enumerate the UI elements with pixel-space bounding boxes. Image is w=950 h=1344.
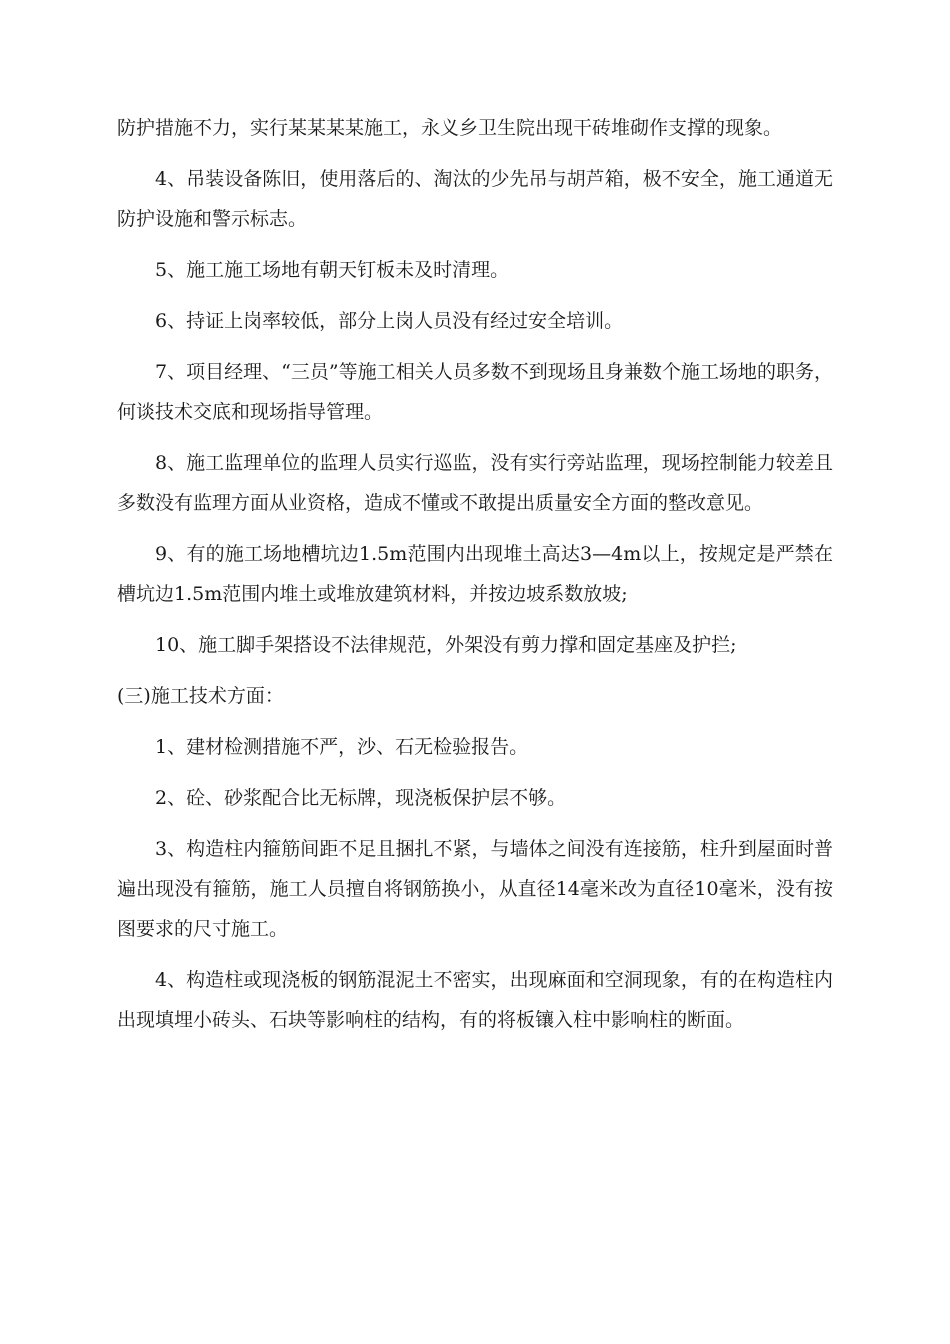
paragraph-item-4: 4、吊装设备陈旧，使用落后的、淘汰的少先吊与胡芦箱，极不安全，施工通道无防护设施和警示标志。 — [117, 168, 833, 230]
paragraph-item-7: 7、项目经理、“三员”等施工相关人员多数不到现场且身兼数个施工场地的职务，何谈技术交底和现场指导管理。 — [117, 361, 833, 423]
paragraph-item-8: 8、施工监理单位的监理人员实行巡监，没有实行旁站监理，现场控制能力较差且多数没有监理方面从业资格，造成不懂或不敢提出质量安全方面的整改意见。 — [117, 452, 833, 514]
paragraph-item-6: 6、持证上岗率较低，部分上岗人员没有经过安全培训。 — [155, 310, 624, 332]
document-body — [117, 108, 833, 1051]
paragraph-tech-item-4: 4、构造柱或现浇板的钢筋混泥土不密实，出现麻面和空洞现象，有的在构造柱内出现填埋小砖头、石块等影响柱的结构，有的将板镶入柱中影响柱的断面。 — [117, 969, 833, 1031]
paragraph-tech-item-2: 2、砼、砂浆配合比无标牌，现浇板保护层不够。 — [155, 787, 567, 809]
paragraph-item-9: 9、有的施工场地槽坑边1.5m范围内出现堆土高达3—4m以上，按规定是严禁在槽坑边1.5m范围内堆土或堆放建筑材料，并按边坡系数放坡; — [117, 543, 833, 605]
paragraph-tech-item-3: 3、构造柱内箍筋间距不足且捆扎不紧，与墙体之间没有连接筋，柱升到屋面时普遍出现没有箍筋，施工人员擅自将钢筋换小，从直径14毫米改为直径10毫米，没有按图要求的尺寸施工。 — [117, 838, 833, 940]
paragraph-continuation: 防护措施不力，实行某某某某施工，永义乡卫生院出现干砖堆砌作支撑的现象。 — [117, 117, 783, 139]
paragraph-item-10: 10、施工脚手架搭设不法律规范，外架没有剪力撑和固定基座及护拦; — [155, 634, 737, 656]
paragraph-item-5: 5、施工施工场地有朝天钉板未及时清理。 — [155, 259, 510, 281]
section-heading-construction-technology: (三)施工技术方面： — [117, 685, 284, 707]
paragraph-tech-item-1: 1、建材检测措施不严，沙、石无检验报告。 — [155, 736, 529, 758]
